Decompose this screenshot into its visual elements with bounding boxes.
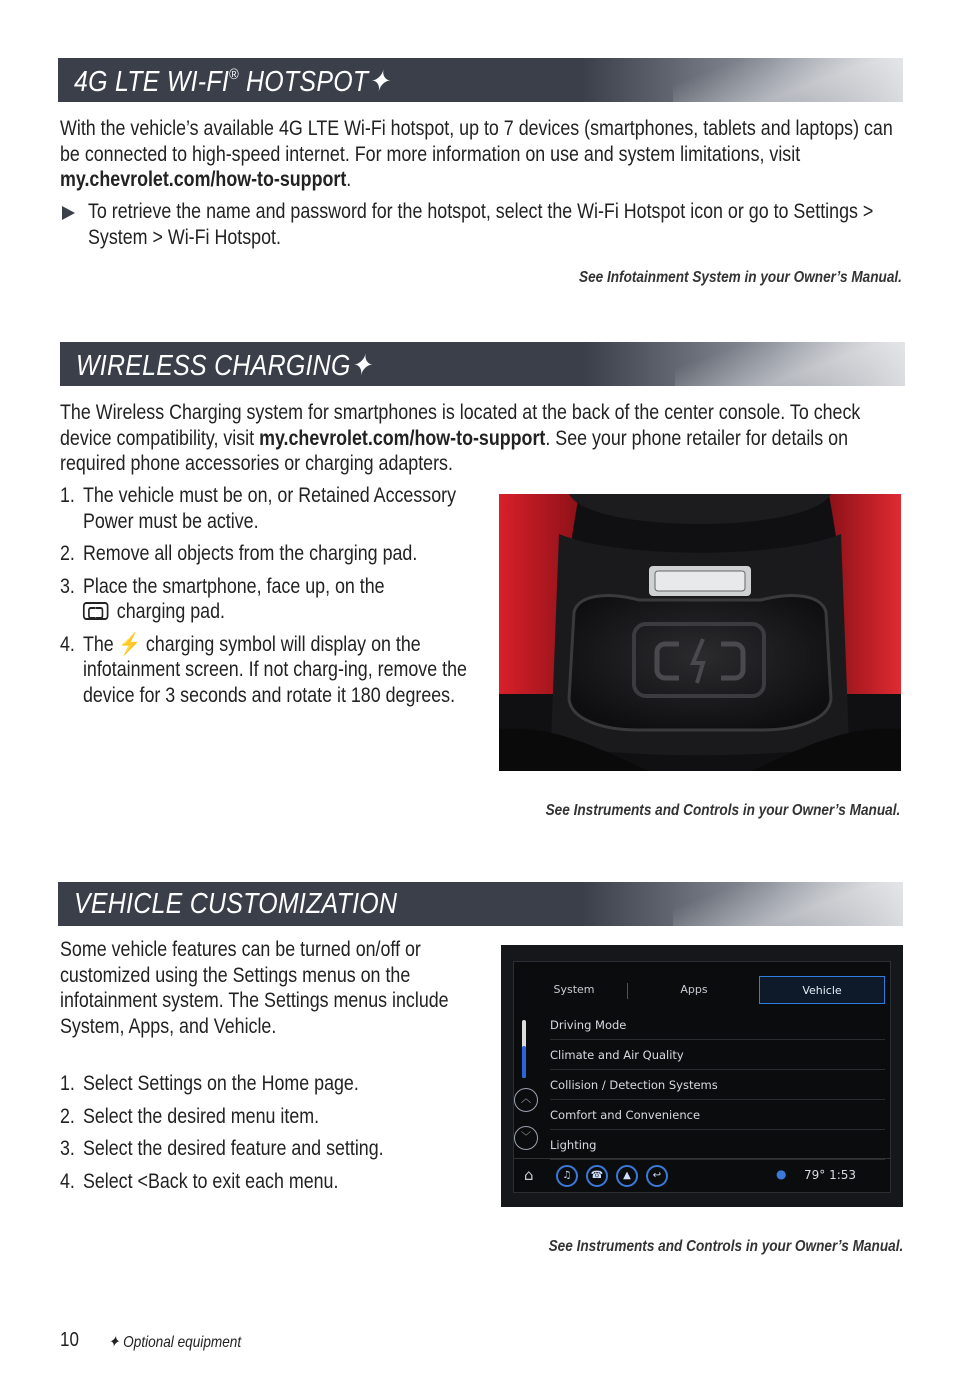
step-text-end: charging pad. [111,600,225,623]
step-number: 2. [60,542,75,565]
charging-steps-list [60,483,481,715]
menu-item-collision[interactable]: Collision / Detection Systems [550,1070,885,1100]
hotspot-section-banner [58,58,903,102]
phone-icon[interactable]: ☎ [586,1165,608,1187]
wireless-charging-pad-photo [499,494,901,771]
customization-reference: See Instruments and Controls in your Owner’s Manual. [548,1238,903,1255]
step-number: 3. [60,574,75,598]
step-number: 3. [60,1137,75,1160]
location-pin-icon: ● [776,1167,787,1181]
scroll-down-icon[interactable]: ﹀ [514,1126,538,1150]
hotspot-title-text: 4G LTE WI-FI [74,66,230,98]
infotainment-screen [513,961,891,1193]
customization-section-title: VEHICLE CUSTOMIZATION [74,888,398,920]
menu-scrollbar[interactable] [522,1020,526,1078]
customization-step [60,1071,481,1097]
step-number: 1. [60,484,75,507]
optional-equipment-note: ✦ Optional equipment [108,1334,242,1351]
step-text: The [82,632,119,656]
tab-vehicle[interactable]: Vehicle [759,976,885,1004]
customization-step [60,1136,481,1162]
hotspot-support-link[interactable]: my.chevrolet.com/how-to-support [60,168,347,191]
charging-reference: See Instruments and Controls in your Owner’s Manual. [545,802,900,819]
bullet-arrow-icon [62,206,75,220]
charging-paragraph-text: The Wireless Charging system for smartphones is located at the back of the center console. To check device compatibility, visit [60,401,861,450]
menu-item-lighting[interactable]: Lighting [550,1130,885,1160]
infotainment-settings-photo [501,945,903,1207]
hotspot-section-title [74,64,390,99]
tab-system[interactable]: System [553,983,595,996]
hotspot-paragraph-text: With the vehicle’s available 4G LTE Wi-Fi hotspot, up to 7 devices (smartphones, tablets and laptops) can be connected to high-speed internet. For more information on use and system limitations, visit [60,117,893,166]
customization-step [60,1169,481,1195]
step-number: 4. [60,632,75,656]
menu-item-comfort[interactable]: Comfort and Convenience [550,1100,885,1130]
hotspot-paragraph-end: . [346,168,352,191]
hotspot-bullet-text: To retrieve the name and password for the hotspot, select the Wi-Fi Hotspot icon or go to Settings > System > Wi-Fi Hotspot. [88,200,874,249]
charging-paragraph [60,400,897,477]
charging-step [60,574,481,625]
charging-step [60,541,481,567]
step-number: 2. [60,1104,75,1128]
infotainment-bottom-bar [514,1158,890,1192]
step-text-end: charging symbol will display on the infotainment screen. If not charg-ing, remove the device for 3 seconds and rotate it 180 degrees. [82,632,467,707]
charging-step [60,632,481,709]
menu-item-climate[interactable]: Climate and Air Quality [550,1040,885,1070]
step-text: Select the desired menu item. [82,1104,320,1128]
customization-steps-list [60,1071,481,1201]
step-text: Remove all objects from the charging pad. [82,542,418,565]
hotspot-paragraph [60,116,897,193]
charging-section-banner [60,342,905,386]
charging-pad-illustration [499,494,901,771]
connect-icon[interactable]: ↩ [646,1165,668,1187]
customization-step [60,1104,481,1130]
charging-step [60,483,481,534]
hotspot-title-suffix: HOTSPOT✦ [238,66,390,98]
step-text: Place the smartphone, face up, on the [82,574,385,598]
step-number: 4. [60,1169,75,1193]
step-text: Select <Back to exit each menu. [82,1169,339,1193]
menu-item-driving-mode[interactable]: Driving Mode [550,1010,885,1040]
page-number: 10 [60,1329,79,1351]
outside-temperature: 79° [804,1168,826,1182]
clock-time: 1:53 [829,1168,857,1182]
step-text: Select Settings on the Home page. [82,1072,359,1095]
step-number: 1. [60,1072,75,1095]
charging-section-title: WIRELESS CHARGING✦ [76,350,372,382]
customization-section-banner [58,882,903,926]
tab-divider [627,983,628,999]
settings-tab-bar [514,976,886,1006]
registered-mark: ® [229,66,239,83]
step-text: Select the desired feature and setting. [82,1137,384,1160]
charging-paragraph-end: . See your phone retailer for details on required phone accessories or charging adapters. [60,426,849,475]
music-icon[interactable]: ♫ [556,1165,578,1187]
customization-paragraph: Some vehicle features can be turned on/off or customized using the Settings menus on the infotainment system. The Settings menus include System, Apps, and Vehicle. [60,938,449,1038]
charging-pad-icon [83,602,109,620]
status-readout [804,1168,856,1182]
step-text: The vehicle must be on, or Retained Accessory Power must be active. [82,484,457,533]
navigation-icon[interactable]: ▲ [616,1165,638,1187]
charging-bolt-icon: ⚡ [118,632,141,656]
scroll-up-icon[interactable]: ︿ [514,1088,538,1112]
home-icon[interactable]: ⌂ [524,1166,534,1184]
tab-apps[interactable]: Apps [680,983,708,996]
charging-support-link[interactable]: my.chevrolet.com/how-to-support [259,426,546,450]
hotspot-reference: See Infotainment System in your Owner’s Manual. [579,269,902,286]
